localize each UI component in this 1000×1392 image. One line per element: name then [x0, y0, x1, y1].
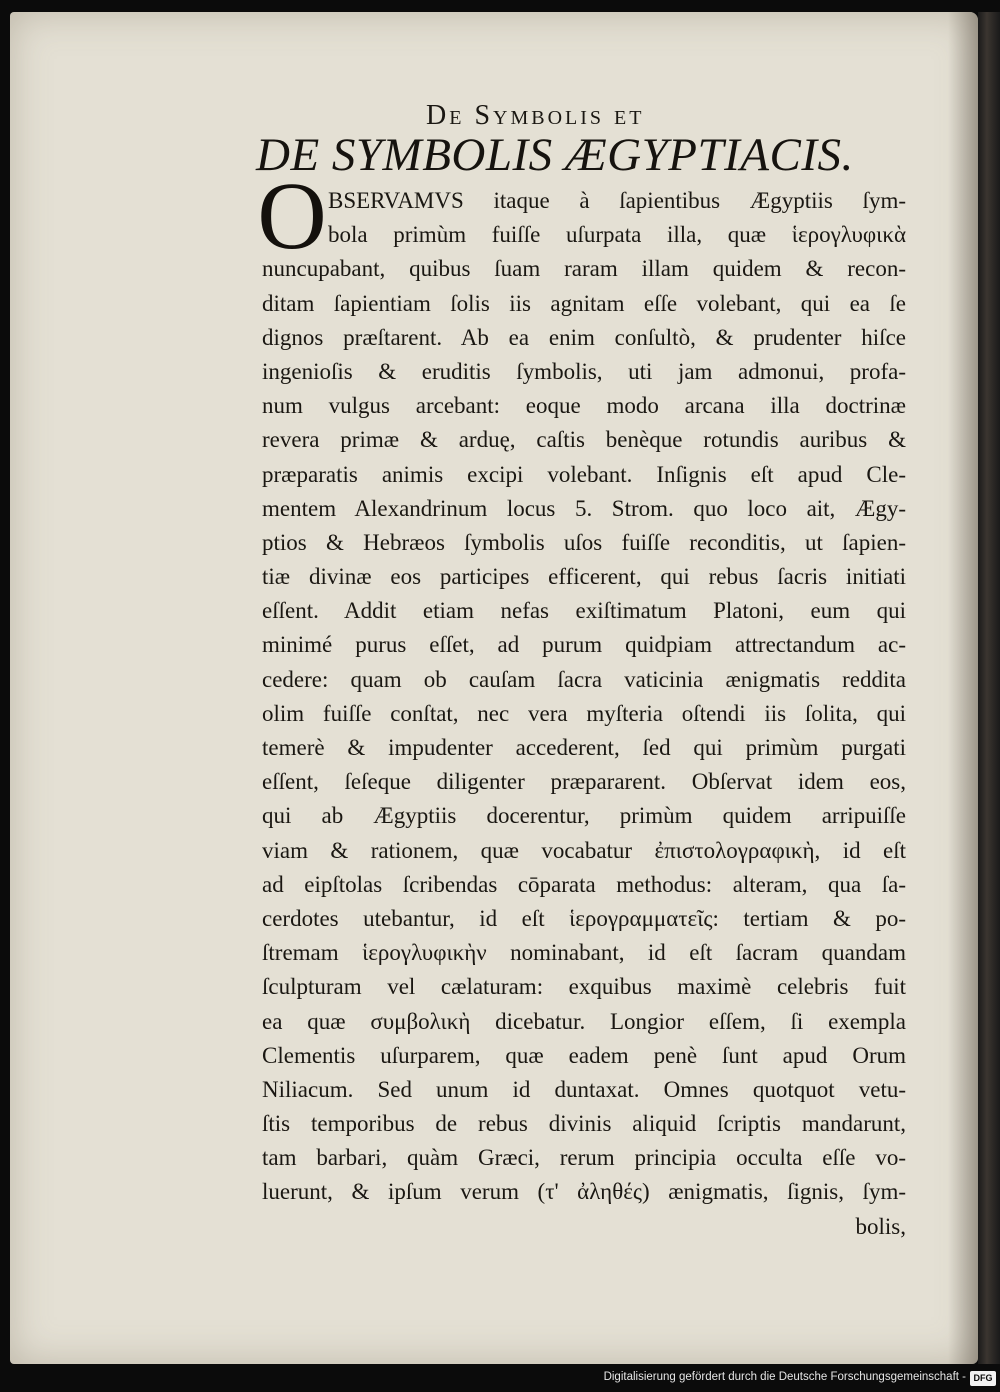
- text-line: minimé purus eſſet, ad purum quidpiam attrectandum ac-: [262, 632, 906, 658]
- text-line: ſtis temporibus de rebus divinis aliquid ſcriptis mandarunt,: [262, 1111, 906, 1137]
- chapter-title: DE SYMBOLIS ÆGYPTIACIS.: [256, 129, 854, 181]
- text-line: nuncupabant, quibus ſuam raram illam quidem & recon-: [262, 256, 906, 282]
- text-line: mentem Alexandrinum locus 5. Strom. quo loco ait, Ægy-: [262, 495, 906, 521]
- text-line: ea quæ συμβολικὴ dicebatur. Longior eſſem, ſi exempla: [262, 1008, 906, 1034]
- digitization-credit: Digitalisierung gefördert durch die Deutsche Forschungsgemeinschaft -: [603, 1371, 966, 1383]
- text-line: tam barbari, quàm Græci, rerum principia occulta eſſe vo-: [262, 1145, 906, 1171]
- text-line: num vulgus arcebant: eoque modo arcana illa doctrinæ: [262, 393, 906, 419]
- text-line: cedere: quam ob cauſam ſacra vaticinia ænigmatis reddita: [262, 666, 906, 692]
- binding-gutter: [978, 12, 1000, 1364]
- text-line: ad eipſtolas ſcribendas cōparata methodus: alteram, qua ſa-: [262, 871, 906, 897]
- text-line: dignos præſtarent. Ab ea enim conſultò, & prudenter hiſce: [262, 324, 906, 350]
- text-line: cerdotes utebantur, id eſt ἱερογραμματεῖς: tertiam & po-: [262, 905, 906, 931]
- text-line: ditam ſapientiam ſolis iis agnitam eſſe volebant, qui ea ſe: [262, 290, 906, 316]
- text-line: qui ab Ægyptiis docerentur, primùm quidem arripuiſſe: [262, 803, 906, 829]
- text-line: Niliacum. Sed unum id duntaxat. Omnes quotquot vetu-: [262, 1076, 906, 1102]
- text-line: revera primæ & arduę, caſtis benèque rotundis auribus &: [262, 427, 906, 453]
- text-line: eſſent. Addit etiam nefas exiſtimatum Platoni, eum qui: [262, 598, 906, 624]
- text-line: eſſent, ſeſeque diligenter præpararent. Obſervat idem eos,: [262, 769, 906, 795]
- text-line: bolis,: [855, 1213, 906, 1239]
- text-line: bola primùm fuiſſe uſurpata illa, quæ ἱερογλυφικὰ: [328, 222, 906, 248]
- text-line: luerunt, & ipſum verum (τ' ἀληθές) ænigmatis, ſignis, ſym-: [262, 1179, 906, 1205]
- text-line: olim fuiſſe conſtat, nec vera myſteria oſtendi iis ſolita, qui: [262, 700, 906, 726]
- text-line: ptios & Hebræos ſymbolis uſos fuiſſe reconditis, ut ſapien-: [262, 529, 906, 555]
- body-text: [262, 184, 906, 1244]
- text-line: temerè & impudenter accederent, ſed qui primùm purgati: [262, 735, 906, 760]
- page-edge-shadow: [948, 12, 978, 1364]
- text-line: præparatis animis excipi volebant. Inſignis eſt apud Cle-: [262, 461, 906, 487]
- text-line: ingenioſis & eruditis ſymbolis, uti jam admonui, profa-: [262, 358, 906, 384]
- text-line: ſtremam ἱερογλυφικὴν nominabant, id eſt ſacram quandam: [262, 940, 906, 966]
- text-line: viam & rationem, quæ vocabatur ἐπιστολογραφικὴ, id eſt: [262, 837, 906, 863]
- dfg-logo-icon: DFG: [970, 1371, 996, 1386]
- text-line: ſculpturam vel cælaturam: exquibus maximè celebris fuit: [262, 974, 906, 1000]
- text-line: tiæ divinæ eos participes efficerent, qui rebus ſacris initiati: [262, 564, 906, 590]
- running-head: De Symbolis et: [426, 100, 645, 131]
- drop-cap: O: [257, 162, 327, 269]
- text-line: Clementis uſurparem, quæ eadem penè ſunt apud Orum: [262, 1042, 906, 1068]
- footer-bar: [0, 1368, 1000, 1392]
- text-line: BSERVAMVS itaque à ſapientibus Ægyptiis ſym-: [328, 188, 906, 213]
